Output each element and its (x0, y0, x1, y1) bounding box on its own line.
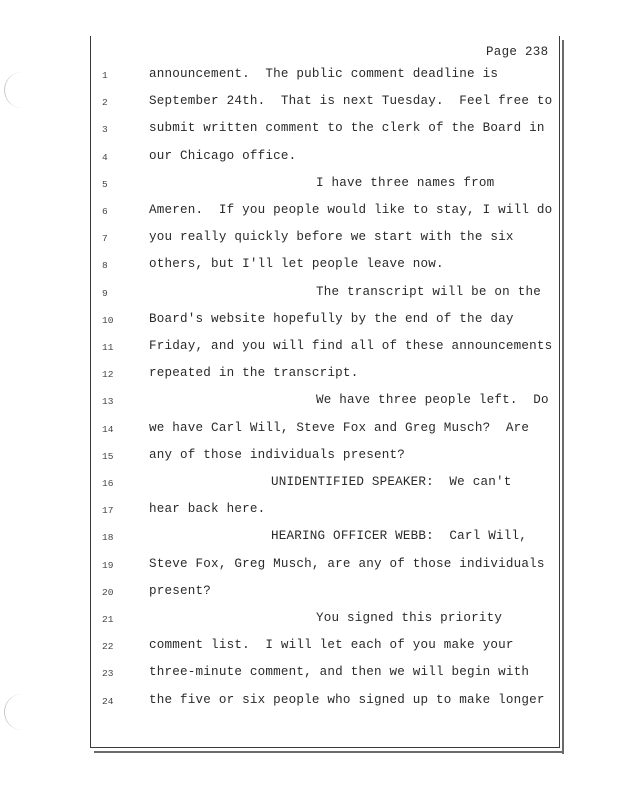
line-text: Steve Fox, Greg Musch, are any of those individuals (149, 556, 545, 571)
line-number: 22 (102, 641, 114, 653)
line-text: repeated in the transcript. (149, 366, 359, 381)
frame-shadow-bottom (94, 751, 564, 753)
line-text: You signed this priority (316, 611, 503, 625)
transcript-line (0, 584, 618, 604)
transcript-line (0, 176, 618, 196)
line-text: Friday, and you will find all of these announcements (149, 339, 553, 353)
transcript-line (0, 121, 618, 141)
line-text: three-minute comment, and then we will begin with (149, 665, 530, 680)
line-number: 20 (102, 586, 114, 598)
line-text: we have Carl Will, Steve Fox and Greg Musch? Are (149, 420, 530, 435)
line-text: any of those individuals present? (149, 447, 405, 462)
transcript-line (0, 475, 618, 495)
transcript-line (0, 366, 618, 386)
line-number: 1 (102, 70, 108, 81)
line-number: 9 (102, 287, 108, 299)
line-number: 21 (102, 614, 114, 625)
line-text: announcement. The public comment deadline is (149, 67, 499, 81)
line-number: 2 (102, 97, 108, 109)
line-number: 3 (102, 124, 108, 136)
line-number: 19 (102, 559, 114, 571)
transcript-line (0, 94, 618, 114)
transcript-line (0, 421, 618, 441)
line-text: our Chicago office. (149, 148, 297, 163)
line-text: present? (149, 583, 212, 598)
transcript-line (0, 693, 618, 713)
line-text: September 24th. That is next Tuesday. Feel free to (149, 94, 553, 109)
transcript-line (0, 638, 618, 658)
line-number: 12 (102, 369, 114, 381)
transcript-line (0, 502, 618, 522)
line-number: 16 (102, 478, 114, 489)
transcript-line (0, 149, 618, 169)
transcript-line (0, 230, 618, 250)
transcript-line (0, 557, 618, 577)
line-text: Board's website hopefully by the end of the day (149, 311, 514, 326)
line-text: you really quickly before we start with the six (149, 230, 514, 245)
transcript-line (0, 312, 618, 332)
line-number: 5 (102, 178, 108, 190)
transcript-line (0, 67, 618, 87)
line-text: submit written comment to the clerk of the Board in (149, 121, 545, 136)
line-text: We have three people left. Do (316, 393, 549, 408)
transcript-line (0, 393, 618, 413)
line-text: I have three names from (316, 175, 495, 190)
line-number: 24 (102, 695, 114, 707)
line-text: others, but I'll let people leave now. (149, 257, 444, 272)
transcript-line (0, 203, 618, 223)
line-text: Ameren. If you people would like to stay, I will do (149, 203, 553, 217)
line-number: 15 (102, 450, 114, 462)
line-number: 13 (102, 396, 114, 408)
line-text: the five or six people who signed up to make longer (149, 692, 545, 707)
line-number: 10 (102, 314, 114, 326)
page-number: Page 238 (486, 45, 549, 59)
line-text: comment list. I will let each of you make your (149, 638, 514, 653)
line-number: 11 (102, 342, 114, 353)
transcript-line (0, 665, 618, 685)
line-number: 4 (102, 151, 108, 163)
line-number: 17 (102, 505, 114, 517)
transcript-line (0, 611, 618, 631)
line-number: 23 (102, 668, 114, 680)
line-number: 6 (102, 206, 108, 217)
line-text: hear back here. (149, 502, 266, 517)
transcript-line (0, 529, 618, 549)
line-number: 18 (102, 532, 114, 544)
transcript-line (0, 257, 618, 277)
transcript-line (0, 448, 618, 468)
line-text: The transcript will be on the (316, 284, 541, 299)
line-text: UNIDENTIFIED SPEAKER: We can't (271, 475, 512, 489)
transcript-line (0, 339, 618, 359)
line-number: 7 (102, 233, 108, 245)
transcript-line (0, 285, 618, 305)
line-text: HEARING OFFICER WEBB: Carl Will, (271, 529, 527, 544)
line-number: 8 (102, 260, 108, 272)
line-number: 14 (102, 423, 114, 435)
